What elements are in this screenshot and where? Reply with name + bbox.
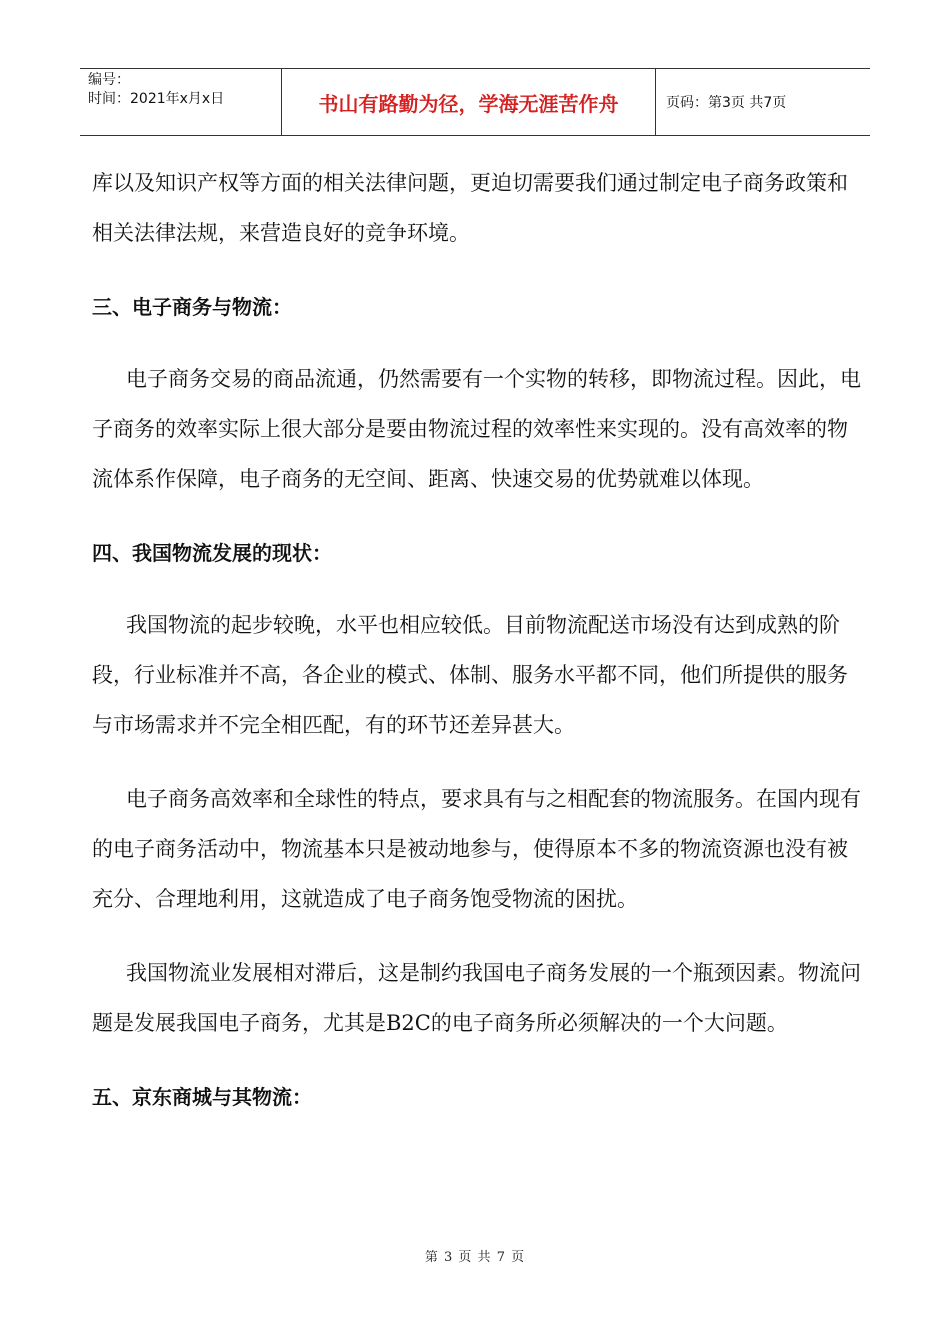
page-footer: 第 3 页 共 7 页 [424, 1250, 526, 1265]
paragraph-5: 我国物流业发展相对滞后，这是制约我国电子商务发展的一个瓶颈因素。物流问题是发展我国电子商务，尤其是B2C的电子商务所必须解决的一个大问题。 [92, 961, 861, 1035]
document-body [92, 158, 864, 1122]
header-meta [80, 69, 282, 135]
section-heading-5: 五、京东商城与其物流： [92, 1085, 312, 1109]
section-heading-4: 四、我国物流发展的现状： [92, 541, 332, 565]
paragraph-1: 库以及知识产权等方面的相关法律问题，更迫切需要我们通过制定电子商务政策和相关法律法规，来营造良好的竞争环境。 [92, 171, 848, 245]
header-motto: 书山有路勤为径，学海无涯苦作舟 [282, 69, 656, 135]
page-header [80, 68, 870, 136]
paragraph-3: 我国物流的起步较晚，水平也相应较低。目前物流配送市场没有达到成熟的阶段，行业标准并不高，各企业的模式、体制、服务水平都不同，他们所提供的服务与市场需求并不完全相匹配，有的环节还差异甚大。 [92, 613, 848, 737]
paragraph-2: 电子商务交易的商品流通，仍然需要有一个实物的转移，即物流过程。因此，电子商务的效率实际上很大部分是要由物流过程的效率性来实现的。没有高效率的物流体系作保障，电子商务的无空间、距离、快速交易的优势就难以体现。 [92, 367, 861, 491]
section-heading-3: 三、电子商务与物流： [92, 295, 292, 319]
time-label: 时间：2021年x月x日 [88, 91, 225, 107]
header-page-label: 页码：第3页 共7页 [666, 95, 787, 111]
number-label: 编号： [88, 72, 130, 88]
paragraph-4: 电子商务高效率和全球性的特点，要求具有与之相配套的物流服务。在国内现有的电子商务活动中，物流基本只是被动地参与，使得原本不多的物流资源也没有被充分、合理地利用，这就造成了电子商务饱受物流的困扰。 [92, 787, 861, 911]
